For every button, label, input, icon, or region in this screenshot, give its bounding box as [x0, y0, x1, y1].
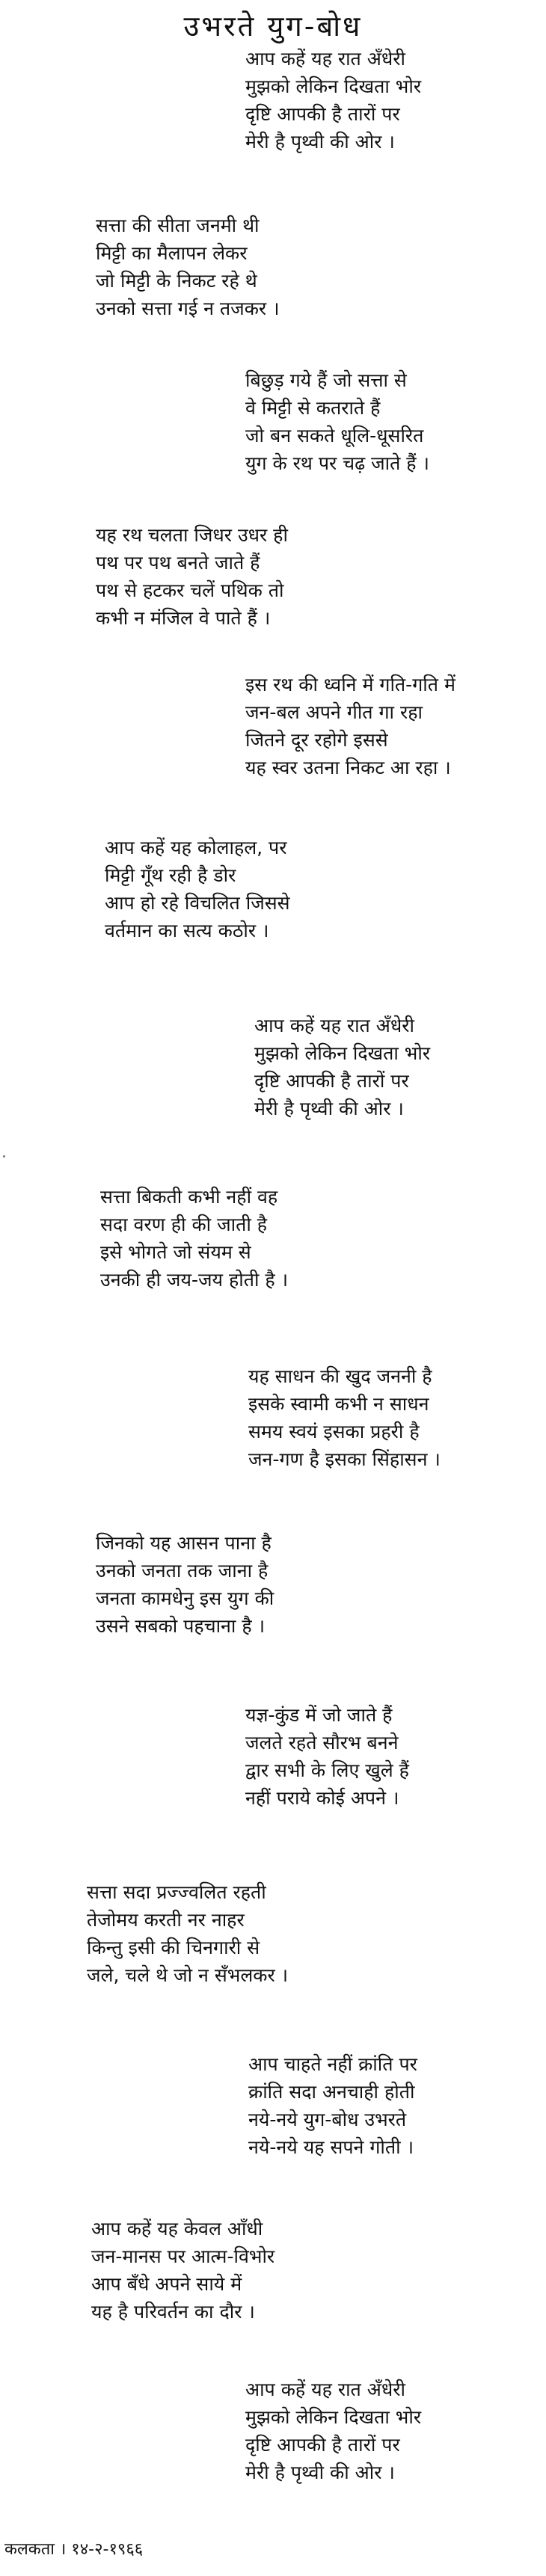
poem-line: आप कहें यह रात अँधेरी [254, 1015, 414, 1036]
poem-line: दृष्टि आपकी है तारों पर [245, 2434, 400, 2456]
poem-line: आप कहें यह रात अँधेरी [245, 2379, 405, 2400]
poem-line: दृष्टि आपकी है तारों पर [245, 103, 400, 125]
stanza [254, 1012, 430, 1122]
stanza [96, 212, 280, 322]
poem-line: जो बन सकते धूलि-धूसरित [245, 425, 424, 446]
poem-line: जितने दूर रहोगे इससे [245, 729, 388, 751]
poem-line: समय स्वयं इसका प्रहरी है [248, 1421, 420, 1442]
poem-line: सत्ता की सीता जनमी थी [96, 215, 260, 236]
poem-line: जन-मानस पर आत्म-विभोर [91, 2245, 275, 2267]
poem-line: सत्ता सदा प्रज्ज्वलित रहती [87, 1881, 266, 1903]
poem-line: वे मिट्टी से कतराते हैं [245, 397, 381, 419]
poem-line: इस रथ की ध्वनि में गति-गति में [245, 674, 455, 695]
poem-line: जनता कामधेनु इस युग की [96, 1587, 274, 1609]
poem-line: मिट्टी का मैलापन लेकर [96, 242, 248, 264]
stanza [87, 1878, 288, 1989]
poem-line: जन-बल अपने गीत गा रहा [245, 701, 423, 723]
poem-line: मुझको लेकिन दिखता भोर [245, 2406, 422, 2428]
poem-title: उभरते युग-बोध [183, 10, 363, 43]
poem-line: कभी न मंजिल वे पाते हैं । [96, 607, 271, 629]
poem-line: मेरी है पृथ्वी की ओर । [245, 2462, 395, 2483]
poem-line: क्रांति सदा अनचाही होती [248, 2081, 415, 2103]
stanza [105, 834, 290, 944]
poem-line: नये-नये युग-बोध उभरते [248, 2109, 407, 2130]
poem-line: आप हो रहे विचलित जिससे [105, 892, 290, 914]
poem-line: आप कहें यह केवल आँधी [91, 2218, 263, 2240]
stanza [245, 2376, 421, 2486]
poem-line: सत्ता बिकती कभी नहीं वह [100, 1186, 278, 1208]
poem-line: जो मिट्टी के निकट रहे थे [96, 270, 257, 292]
stanza [245, 671, 455, 781]
poem-line: उसने सबको पहचाना है । [96, 1615, 266, 1637]
poem-line: आप चाहते नहीं क्रांति पर [248, 2053, 417, 2075]
poem-line: दृष्टि आपकी है तारों पर [254, 1070, 409, 1092]
place-date-footer: कलकता । १४-२-१९६६ [4, 2540, 144, 2559]
stanza [248, 1362, 441, 1473]
poem-line: मुझको लेकिन दिखता भोर [254, 1042, 431, 1064]
poem-line: किन्तु इसी की चिनगारी से [87, 1937, 260, 1958]
poem-line: यह साधन की खुद जननी है [248, 1365, 432, 1387]
stanza [245, 45, 421, 156]
poem-line: जिनको यह आसन पाना है [96, 1532, 272, 1554]
stanza [96, 1529, 274, 1640]
scan-speck [3, 1155, 5, 1158]
stanza [96, 521, 288, 632]
poem-line: द्वार सभी के लिए खुले हैं [245, 1759, 409, 1781]
poem-line: वर्तमान का सत्य कठोर । [105, 920, 269, 941]
poem-line: उनकी ही जय-जय होती है । [100, 1269, 289, 1291]
poem-line: जलते रहते सौरभ बनने [245, 1732, 399, 1753]
poem-line: बिछुड़ गये हैं जो सत्ता से [245, 369, 407, 391]
poem-line: मुझको लेकिन दिखता भोर [245, 76, 422, 97]
poem-line: तेजोमय करती नर नाहर [87, 1909, 245, 1931]
poem-line: यह रथ चलता जिधर उधर ही [96, 524, 288, 546]
poem-line: पथ पर पथ बनते जाते हैं [96, 552, 260, 574]
poem-line: आप बँधे अपने साये में [91, 2273, 242, 2295]
poem-line: नहीं पराये कोई अपने । [245, 1787, 399, 1809]
poem-line: मेरी है पृथ्वी की ओर । [254, 1098, 404, 1119]
poem-line: यह स्वर उतना निकट आ रहा । [245, 757, 451, 778]
poem-line: उनको सत्ता गई न तजकर । [96, 298, 280, 319]
poem-line: मेरी है पृथ्वी की ओर । [245, 131, 395, 153]
poem-line: युग के रथ पर चढ़ जाते हैं । [245, 452, 430, 474]
poem-line: इसे भोगते जो संयम से [100, 1241, 251, 1263]
stanza [245, 366, 429, 477]
poem-line: इसके स्वामी कभी न साधन [248, 1393, 429, 1415]
stanza [91, 2215, 274, 2326]
poem-line: जन-गण है इसका सिंहासन । [248, 1448, 441, 1470]
poem-line: आप कहें यह कोलाहल, पर [105, 837, 287, 858]
poem-line: नये-नये यह सपने गोती । [248, 2136, 414, 2158]
stanza [248, 2050, 417, 2161]
stanza [245, 1701, 409, 1812]
poem-line: जले, चले थे जो न सँभलकर । [87, 1964, 289, 1986]
poem-line: यह है परिवर्तन का दौर । [91, 2301, 255, 2323]
stanza [100, 1183, 288, 1294]
poem-line: यज्ञ-कुंड में जो जाते हैं [245, 1704, 393, 1726]
poem-line: पथ से हटकर चलें पथिक तो [96, 580, 284, 601]
poem-line: आप कहें यह रात अँधेरी [245, 48, 405, 70]
poem-line: उनको जनता तक जाना है [96, 1560, 269, 1581]
poem-line: मिट्टी गूँथ रही है डोर [105, 864, 236, 886]
poem-line: सदा वरण ही की जाती है [100, 1214, 268, 1235]
